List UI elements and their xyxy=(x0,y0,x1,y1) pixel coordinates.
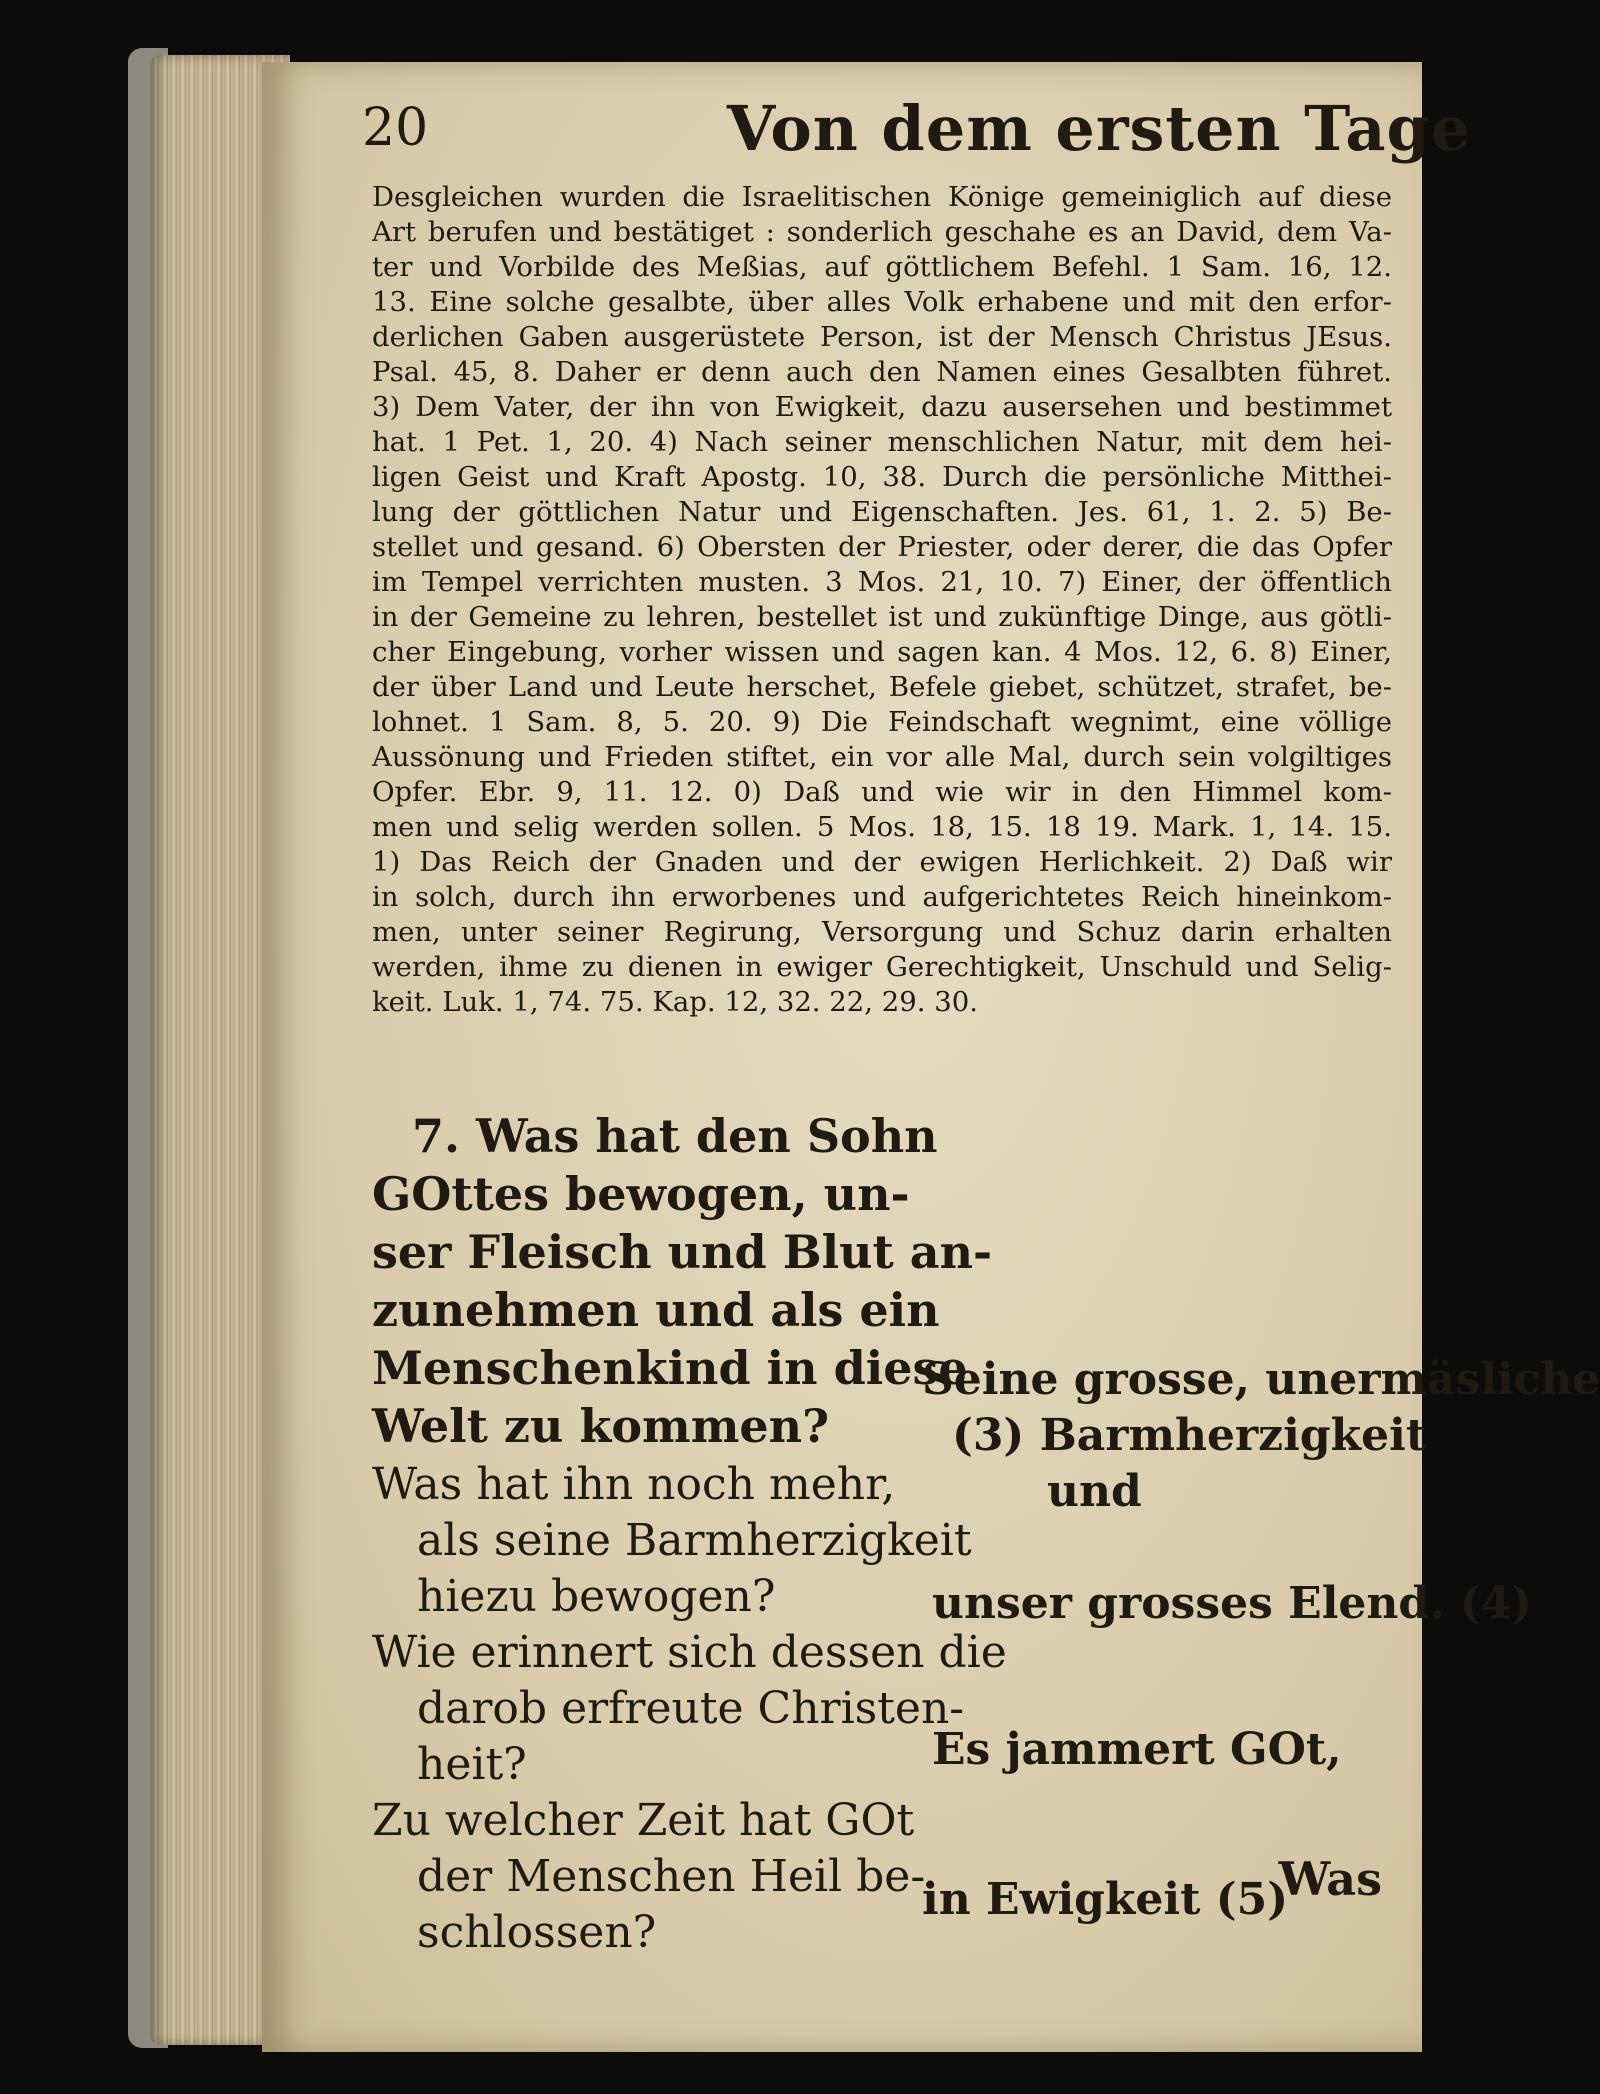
answer-3: Es jammert GOt, xyxy=(932,1724,1342,1775)
answer-2-line-1: und xyxy=(1047,1466,1142,1517)
running-head: Von dem ersten Tage xyxy=(727,92,1472,165)
sub-question-line: Zu welcher Zeit hat GOt xyxy=(372,1795,915,1846)
question-line: 7. Was hat den Sohn xyxy=(412,1109,938,1163)
note-line: men und selig werden sollen. 5 Mos. 18, 15. 18 19. Mark. 1, 14. 15. xyxy=(372,811,1392,843)
catchword: Was xyxy=(1278,1852,1382,1906)
answer-1-line-2: (3) Barmherzigkeit xyxy=(952,1410,1427,1461)
note-line: Psal. 45, 8. Daher er denn auch den Namen eines Gesalbten führet. xyxy=(372,356,1392,388)
note-line: ligen Geist und Kraft Apostg. 10, 38. Durch die persönliche Mitthei- xyxy=(372,461,1392,493)
note-line: in solch, durch ihn erworbenes und aufgerichtetes Reich hineinkom- xyxy=(372,881,1392,913)
question-line: zunehmen und als ein xyxy=(372,1283,940,1337)
sub-question-line: heit? xyxy=(417,1739,527,1790)
note-line: der über Land und Leute herschet, Befele giebet, schützet, strafet, be- xyxy=(372,671,1392,703)
main-question xyxy=(372,1107,993,1455)
note-line: im Tempel verrichten musten. 3 Mos. 21, 10. 7) Einer, der öffentlich xyxy=(372,566,1392,598)
note-line: Opfer. Ebr. 9, 11. 12. 0) Daß und wie wir in den Himmel kom- xyxy=(372,776,1392,808)
answer-2-line-2: unser grosses Elend. (4) xyxy=(932,1578,1533,1629)
note-line: werden, ihme zu dienen in ewiger Gerechtigkeit, Unschuld und Selig- xyxy=(372,951,1392,983)
book-page xyxy=(262,62,1600,2052)
page-number: 20 xyxy=(362,98,429,158)
note-line: cher Eingebung, vorher wissen und sagen kan. 4 Mos. 12, 6. 8) Einer, xyxy=(372,636,1392,668)
question-line: Menschenkind in diese xyxy=(372,1341,968,1395)
sub-question-line: hiezu bewogen? xyxy=(417,1571,776,1622)
note-line: hat. 1 Pet. 1, 20. 4) Nach seiner menschlichen Natur, mit dem hei- xyxy=(372,426,1392,458)
sub-question-line: darob erfreute Christen- xyxy=(417,1683,965,1734)
note-line: stellet und gesand. 6) Obersten der Priester, oder derer, die das Opfer xyxy=(372,531,1392,563)
note-line: ter und Vorbilde des Meßias, auf göttlichem Befehl. 1 Sam. 16, 12. xyxy=(372,251,1392,283)
note-line: derlichen Gaben ausgerüstete Person, ist der Mensch Christus JEsus. xyxy=(372,321,1392,353)
note-line: lohnet. 1 Sam. 8, 5. 20. 9) Die Feindschaft wegnimt, eine völlige xyxy=(372,706,1392,738)
note-line: Art berufen und bestätiget : sonderlich geschahe es an David, dem Va- xyxy=(372,216,1392,248)
note-line: lung der göttlichen Natur und Eigenschaften. Jes. 61, 1. 2. 5) Be- xyxy=(372,496,1392,528)
sub-question-line: der Menschen Heil be- xyxy=(417,1851,926,1902)
sub-question-line: Was hat ihn noch mehr, xyxy=(372,1459,896,1510)
question-line: GOttes bewogen, un- xyxy=(372,1167,910,1221)
sub-question-line: Wie erinnert sich dessen die xyxy=(372,1627,1007,1678)
question-line: Welt zu kommen? xyxy=(372,1399,830,1453)
answer-4: in Ewigkeit (5) xyxy=(922,1874,1289,1925)
note-line: 3) Dem Vater, der ihn von Ewigkeit, dazu ausersehen und bestimmet xyxy=(372,391,1392,423)
note-line: in der Gemeine zu lehren, bestellet ist und zukünftige Dinge, aus götli- xyxy=(372,601,1392,633)
note-line: keit. Luk. 1, 74. 75. Kap. 12, 32. 22, 29. 30. xyxy=(372,986,978,1018)
answer-1-line-1: Seine grosse, unermäsliche xyxy=(922,1354,1600,1405)
sub-questions xyxy=(372,1457,1007,1961)
page-header xyxy=(362,92,1472,182)
note-line: 1) Das Reich der Gnaden und der ewigen Herlichkeit. 2) Daß wir xyxy=(372,846,1392,878)
question-line: ser Fleisch und Blut an- xyxy=(372,1225,993,1279)
note-line: Aussönung und Frieden stiftet, ein vor alle Mal, durch sein volgiltiges xyxy=(372,741,1392,773)
note-line: Desgleichen wurden die Israelitischen Könige gemeiniglich auf diese xyxy=(372,181,1392,213)
sub-question-line: als seine Barmherzigkeit xyxy=(417,1515,972,1566)
sub-question-line: schlossen? xyxy=(417,1907,657,1958)
note-line: 13. Eine solche gesalbte, über alles Volk erhabene und mit den erfor- xyxy=(372,286,1392,318)
footnotes-block xyxy=(372,180,1392,1020)
note-line: men, unter seiner Regirung, Versorgung und Schuz darin erhalten xyxy=(372,916,1392,948)
